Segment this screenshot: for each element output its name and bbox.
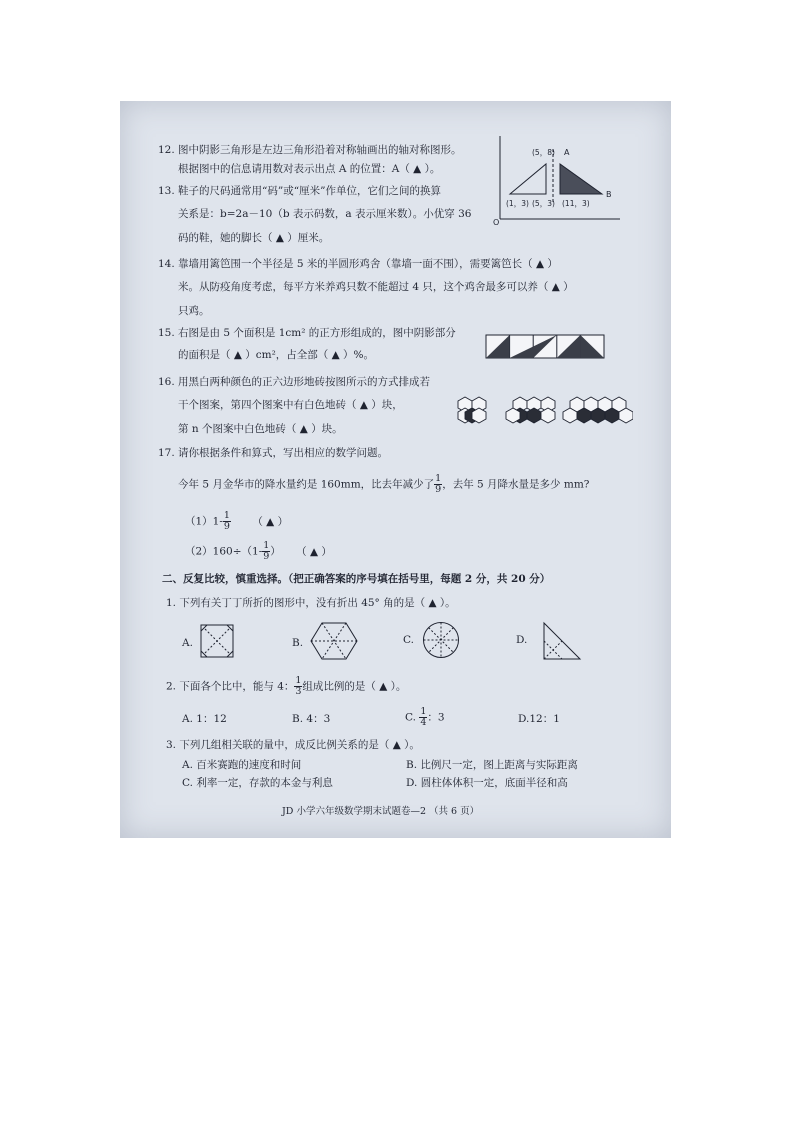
q17-sub2 (185, 541, 332, 562)
s2-q2-option-c (405, 707, 445, 728)
q13-line3: 码的鞋，她的脚长（ ▲ ）厘米。 (178, 232, 330, 244)
q16-hexagon-figure (453, 393, 633, 429)
s2-q2-stem-part-a: 2. 下面各个比中，能与 4： (166, 680, 295, 693)
q13-line2: 关系是：b=2a－10（b 表示码数，a 表示厘米数）。小优穿 36 (178, 208, 472, 220)
q12-line1: 12. 图中阴影三角形是左边三角形沿着对称轴画出的轴对称图形。 (158, 144, 462, 156)
s2-q3-option-d: D. 圆柱体体积一定，底面半径和高 (406, 777, 568, 789)
s2-q2-stem-part-b: 组成比例的是（ ▲ ）。 (302, 680, 407, 693)
q17-sub1 (185, 511, 288, 532)
s2-q1-option-b-label: B. (292, 637, 304, 649)
q12-line2: 根据图中的信息请用数对表示出点 A 的位置：A（ ▲ ）。 (178, 163, 441, 175)
q16-line1: 16. 用黑白两种颜色的正六边形地砖按图所示的方式排成若 (158, 376, 431, 388)
q17-line1: 17. 请你根据条件和算式，写出相应的数学问题。 (158, 447, 389, 459)
s2-q1-option-a-square-figure (200, 624, 234, 658)
s2-q1-option-d-triangle-figure (542, 621, 582, 661)
q17-sub2-prefix: （2）160÷（1- (185, 545, 263, 558)
q16-line2: 干个图案，第四个图案中有白色地砖（ ▲ ）块， (178, 399, 403, 411)
q17-stem-fraction: $\frac{1}{9}$ (435, 473, 442, 495)
s2-q1-option-d-label: D. (516, 634, 528, 646)
s2-q2-fraction: $\frac{1}{3}$ (295, 675, 302, 697)
s2-q2-option-c-prefix: C. (405, 711, 416, 724)
q17-sub1-answer-blank[interactable]: （ ▲ ） (252, 515, 289, 528)
q17-sub2-answer-blank[interactable]: （ ▲ ） (296, 545, 332, 558)
s2-q1-stem: 1. 下列有关丁丁所折的图形中，没有折出 45° 角的是（ ▲ ）。 (166, 597, 456, 609)
q17-sub1-prefix: （1）1- (185, 515, 223, 528)
s2-q3-option-c: C. 利率一定，存款的本金与利息 (182, 777, 333, 789)
page-footer: JD 小学六年级数学期末试题卷—2 （共 6 页） (282, 806, 480, 817)
q14-line3: 只鸡。 (178, 305, 210, 317)
q16-line3: 第 n 个图案中白色地砖（ ▲ ）块。 (178, 423, 343, 435)
q17-sub2-suffix: ） (270, 545, 281, 558)
s2-q2-option-b: B. 4：3 (292, 713, 331, 725)
q17-sub2-fraction: $\frac{1}{9}$ (263, 540, 270, 562)
q15-line1: 15. 右图是由 5 个面积是 1cm² 的正方形组成的，图中阴影部分 (158, 327, 456, 339)
q14-line2: 米。从防疫角度考虑，每平方米养鸡只数不能超过 4 只，这个鸡舍最多可以养（ ▲ ） (178, 281, 574, 293)
s2-q2-option-c-fraction: $\frac{1}{4}$ (420, 706, 427, 728)
s2-q2-stem (166, 676, 406, 697)
s2-q3-option-b: B. 比例尺一定，图上距离与实际距离 (406, 759, 578, 771)
s2-q3-stem: 3. 下列几组相关联的量中，成反比例关系的是（ ▲ ）。 (166, 739, 420, 751)
s2-q1-option-c-label: C. (403, 634, 414, 646)
label-A: A (564, 148, 570, 157)
q17-stem-part-a: 今年 5 月金华市的降水量约是 160mm，比去年减少了 (178, 478, 435, 491)
s2-q2-option-a: A. 1：12 (182, 713, 227, 725)
s2-q2-option-d: D.12：1 (518, 713, 560, 725)
q17-stem-part-b: ，去年 5 月降水量是多少 mm? (442, 478, 590, 491)
q13-line1: 13. 鞋子的尺码通常用“码”或“厘米”作单位，它们之间的换算 (158, 185, 442, 197)
s2-q1-option-b-hexagon-figure (310, 622, 358, 660)
q15-line2: 的面积是（ ▲ ）cm²，占全部（ ▲ ）%。 (178, 349, 375, 361)
q17-stem (178, 474, 589, 495)
label-1-3: (1，3) (506, 199, 529, 208)
q17-sub1-fraction: $\frac{1}{9}$ (223, 510, 230, 532)
q14-line1: 14. 靠墙用篱笆围一个半径是 5 米的半圆形鸡舍（靠墙一面不围），需要篱笆长（ ▲ ） (158, 258, 558, 270)
section2-heading: 二、反复比较，慎重选择。（把正确答案的序号填在括号里，每题 2 分，共 20 分） (162, 573, 551, 585)
s2-q1-option-c-circle-figure (422, 621, 460, 659)
label-5-3: (5，3) (532, 199, 555, 208)
label-B: B (606, 190, 612, 199)
s2-q3-option-a: A. 百米赛跑的速度和时间 (182, 759, 302, 771)
s2-q2-option-c-suffix: ：3 (427, 711, 445, 724)
label-O: O (493, 218, 500, 226)
q15-squares-figure (485, 334, 605, 359)
q12-coordinate-figure (490, 131, 625, 226)
label-5-8: (5，8) (532, 148, 555, 157)
label-11-3: (11，3) (562, 199, 590, 208)
s2-q1-option-a-label: A. (182, 637, 193, 649)
exam-page (120, 101, 671, 838)
